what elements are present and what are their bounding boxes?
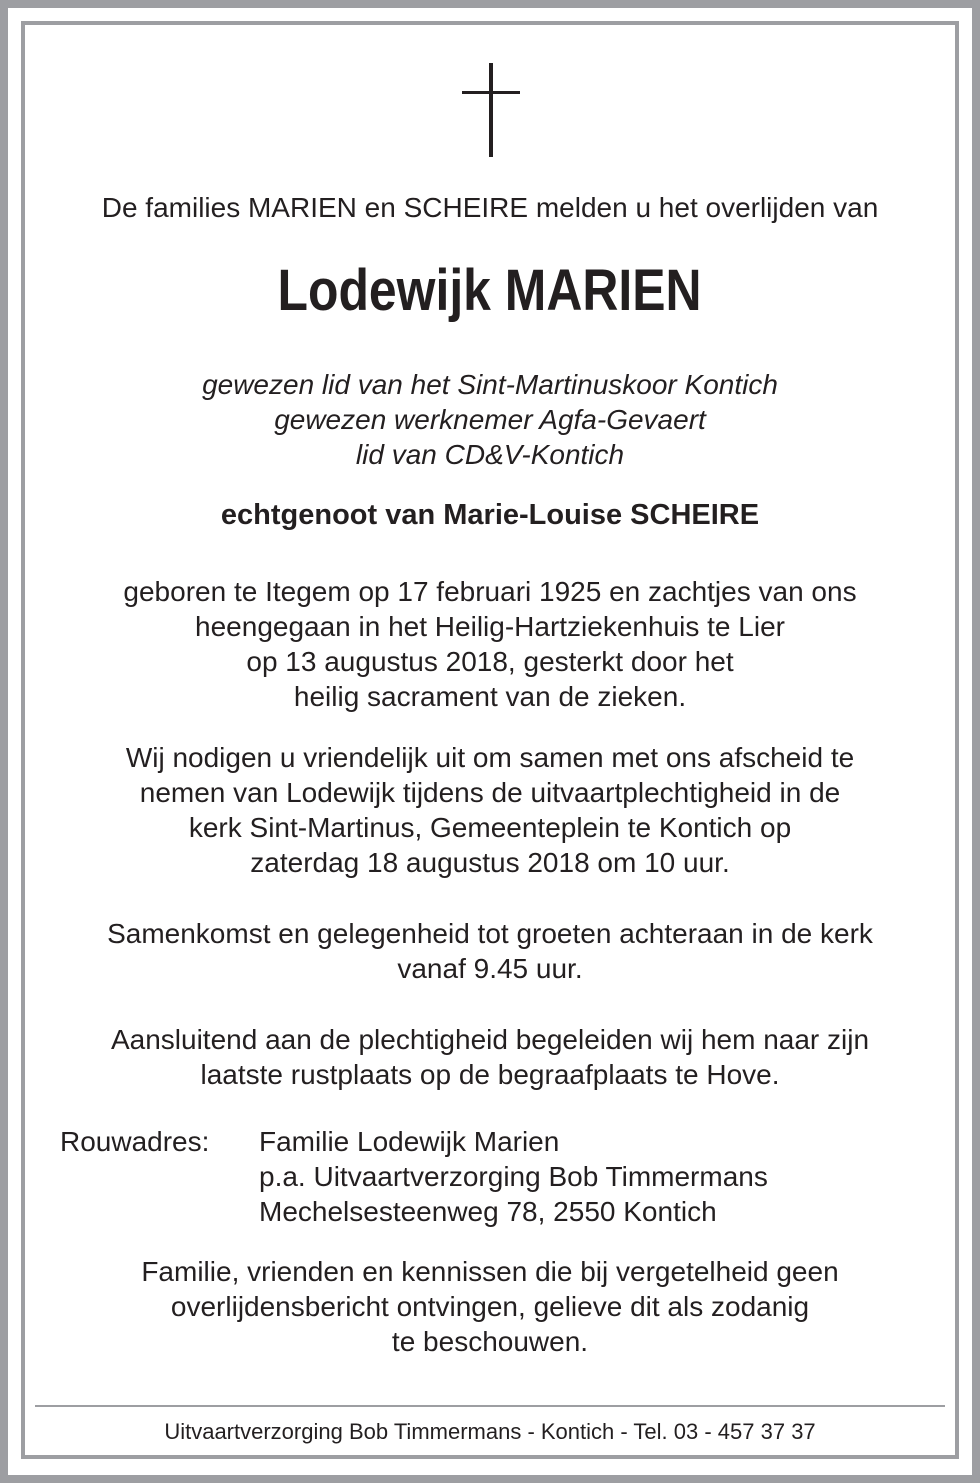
address-line: Mechelsesteenweg 78, 2550 Kontich (259, 1196, 717, 1227)
address-line: p.a. Uitvaartverzorging Bob Timmermans (259, 1161, 768, 1192)
closing-paragraph (0, 1254, 980, 1359)
cross-icon (462, 63, 520, 157)
footer (0, 1418, 980, 1446)
spouse (0, 498, 980, 533)
name-text: Lodewijk MARIEN (277, 258, 703, 323)
address-label: Rouwadres: (60, 1126, 210, 1157)
invite-line: kerk Sint-Martinus, Gemeenteplein te Kontich op (188, 812, 792, 843)
closing-line: Familie, vrienden en kennissen die bij vergetelheid geen (141, 1256, 839, 1287)
birth-line: heilig sacrament van de zieken. (293, 681, 687, 712)
address-line: Familie Lodewijk Marien (259, 1126, 560, 1157)
intro-line: De families MARIEN en SCHEIRE melden u het overlijden van (101, 192, 879, 223)
role-line: lid van CD&V-Kontich (355, 439, 625, 470)
gathering-line: vanaf 9.45 uur. (397, 953, 583, 984)
gathering-line: Samenkomst en gelegenheid tot groeten achteraan in de kerk (107, 918, 873, 949)
burial-paragraph (0, 1022, 980, 1092)
burial-line: Aansluitend aan de plechtigheid begeleiden wij hem naar zijn (110, 1024, 870, 1055)
intro-text (0, 190, 980, 225)
birth-line: heengegaan in het Heilig-Hartziekenhuis te Lier (195, 611, 785, 642)
spouse-line: echtgenoot van Marie-Louise SCHEIRE (220, 499, 760, 531)
invite-line: nemen van Lodewijk tijdens de uitvaartplechtigheid in de (139, 777, 841, 808)
invite-paragraph (0, 740, 980, 880)
divider (35, 1405, 945, 1407)
invite-line: zaterdag 18 augustus 2018 om 10 uur. (250, 847, 730, 878)
role-line: gewezen lid van het Sint-Martinuskoor Kontich (202, 369, 778, 400)
deceased-name (0, 258, 980, 324)
footer-text: Uitvaartverzorging Bob Timmermans - Kontich - Tel. 03 - 457 37 37 (164, 1419, 816, 1444)
birth-line: geboren te Itegem op 17 februari 1925 en zachtjes van ons (123, 576, 857, 607)
gathering-paragraph (0, 916, 980, 986)
address-lines (259, 1124, 768, 1229)
invite-line: Wij nodigen u vriendelijk uit om samen met ons afscheid te (125, 742, 855, 773)
closing-line: overlijdensbericht ontvingen, gelieve dit als zodanig (170, 1291, 810, 1322)
birth-paragraph (0, 574, 980, 714)
burial-line: laatste rustplaats op de begraafplaats te Hove. (200, 1059, 780, 1090)
role-line: gewezen werknemer Agfa-Gevaert (274, 404, 706, 435)
roles (0, 367, 980, 472)
birth-line: op 13 augustus 2018, gesterkt door het (246, 646, 734, 677)
closing-line: te beschouwen. (391, 1326, 589, 1357)
